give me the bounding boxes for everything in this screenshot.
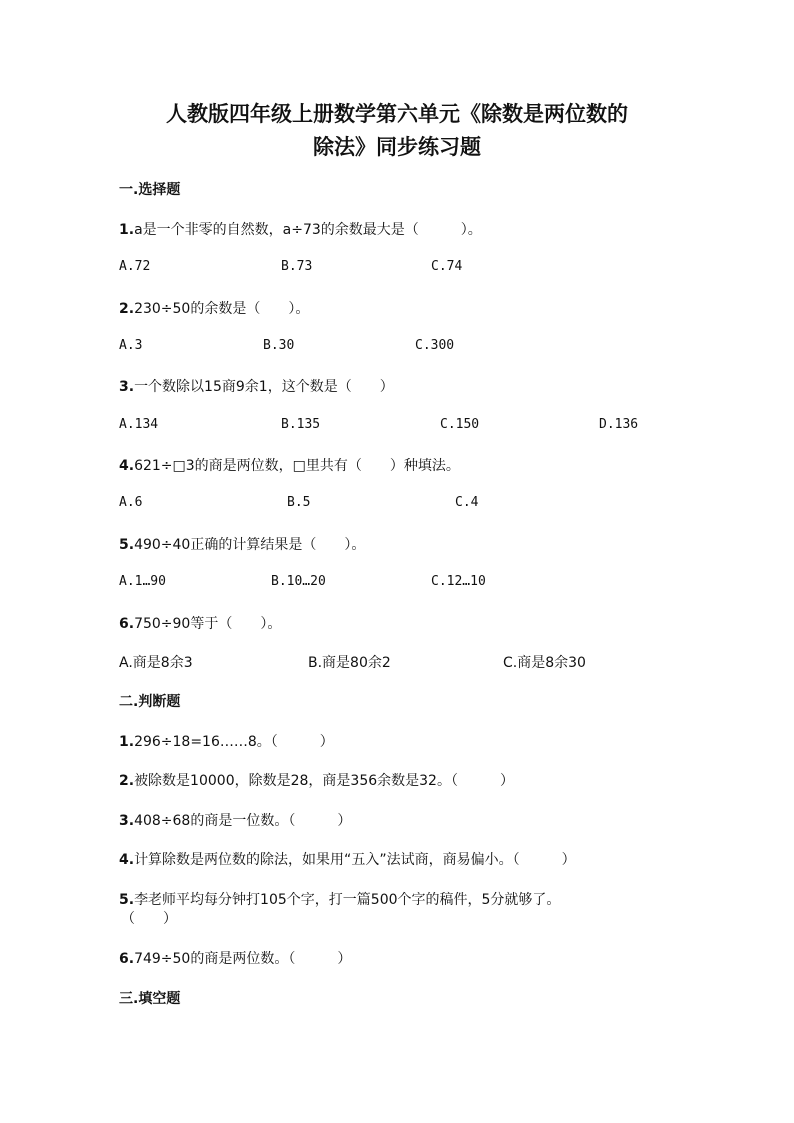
judge-question-6 [119,948,351,968]
option-b: B.10…20 [271,574,326,589]
question-number: 4. [119,852,135,868]
question-text: 李老师平均每分钟打105个字，打一篇500个字的稿件，5分就够了。 [134,892,561,908]
option-c: C.12…10 [431,574,486,589]
option-a: A.72 [119,259,151,274]
question-text: 296÷18=16……8。（ ） [134,734,334,750]
judge-question-5 [119,889,560,909]
question-number: 3. [119,379,135,395]
question-number: 6. [119,616,135,632]
choice-question-6 [119,613,281,633]
question-text: 750÷90等于（ ）。 [134,616,282,632]
option-a: A.1…90 [119,574,166,589]
question-number: 1. [119,222,135,238]
option-c: C.4 [455,495,479,510]
choice-question-4 [119,455,460,475]
question-text: 749÷50的商是两位数。（ ） [134,951,352,967]
question-text: 408÷68的商是一位数。（ ） [134,813,352,829]
question-text: 621÷□3的商是两位数，□里共有（ ）种填法。 [134,458,460,474]
judge-question-3 [119,810,351,830]
question-number: 3. [119,813,135,829]
option-b: B.商是80余2 [308,655,391,671]
question-number: 2. [119,301,135,317]
question-number: 2. [119,773,135,789]
question-number: 5. [119,537,135,553]
page-title-line-2: 除法》同步练习题 [313,134,481,159]
option-a: A.3 [119,338,143,353]
judge-question-4 [119,849,576,869]
section-title-judge: 二.判断题 [119,694,181,710]
choice-question-2 [119,298,309,318]
choice-question-5 [119,534,365,554]
option-b: B.5 [287,495,311,510]
option-a: A.商是8余3 [119,655,193,671]
judge-question-5-answer: （ ） [121,911,177,927]
judge-question-1 [119,731,334,751]
question-number: 6. [119,951,135,967]
option-a: A.134 [119,417,159,432]
option-b: B.30 [263,338,295,353]
question-number: 4. [119,458,135,474]
option-a: A.6 [119,495,143,510]
judge-question-2 [119,770,514,790]
question-text: 一个数除以15商9余1，这个数是（ ） [134,379,394,395]
page-title-line-1: 人教版四年级上册数学第六单元《除数是两位数的 [166,101,628,126]
option-c: C.商是8余30 [503,655,586,671]
question-text: 被除数是10000，除数是28，商是356余数是32。（ ） [134,773,514,789]
option-d: D.136 [599,417,639,432]
question-number: 5. [119,892,135,908]
question-text: a是一个非零的自然数，a÷73的余数最大是（ ）。 [134,222,482,238]
question-text: 计算除数是两位数的除法，如果用“五入”法试商，商易偏小。（ ） [134,852,576,868]
section-title-choice: 一.选择题 [119,182,181,198]
option-c: C.74 [431,259,463,274]
question-text: 490÷40正确的计算结果是（ ）。 [134,537,366,553]
option-b: B.135 [281,417,321,432]
choice-question-1 [119,219,482,239]
section-title-fill: 三.填空题 [119,991,181,1007]
question-number: 1. [119,734,135,750]
option-b: B.73 [281,259,313,274]
choice-question-3 [119,376,394,396]
question-text: 230÷50的余数是（ ）。 [134,301,310,317]
option-c: C.300 [415,338,455,353]
option-c: C.150 [440,417,480,432]
